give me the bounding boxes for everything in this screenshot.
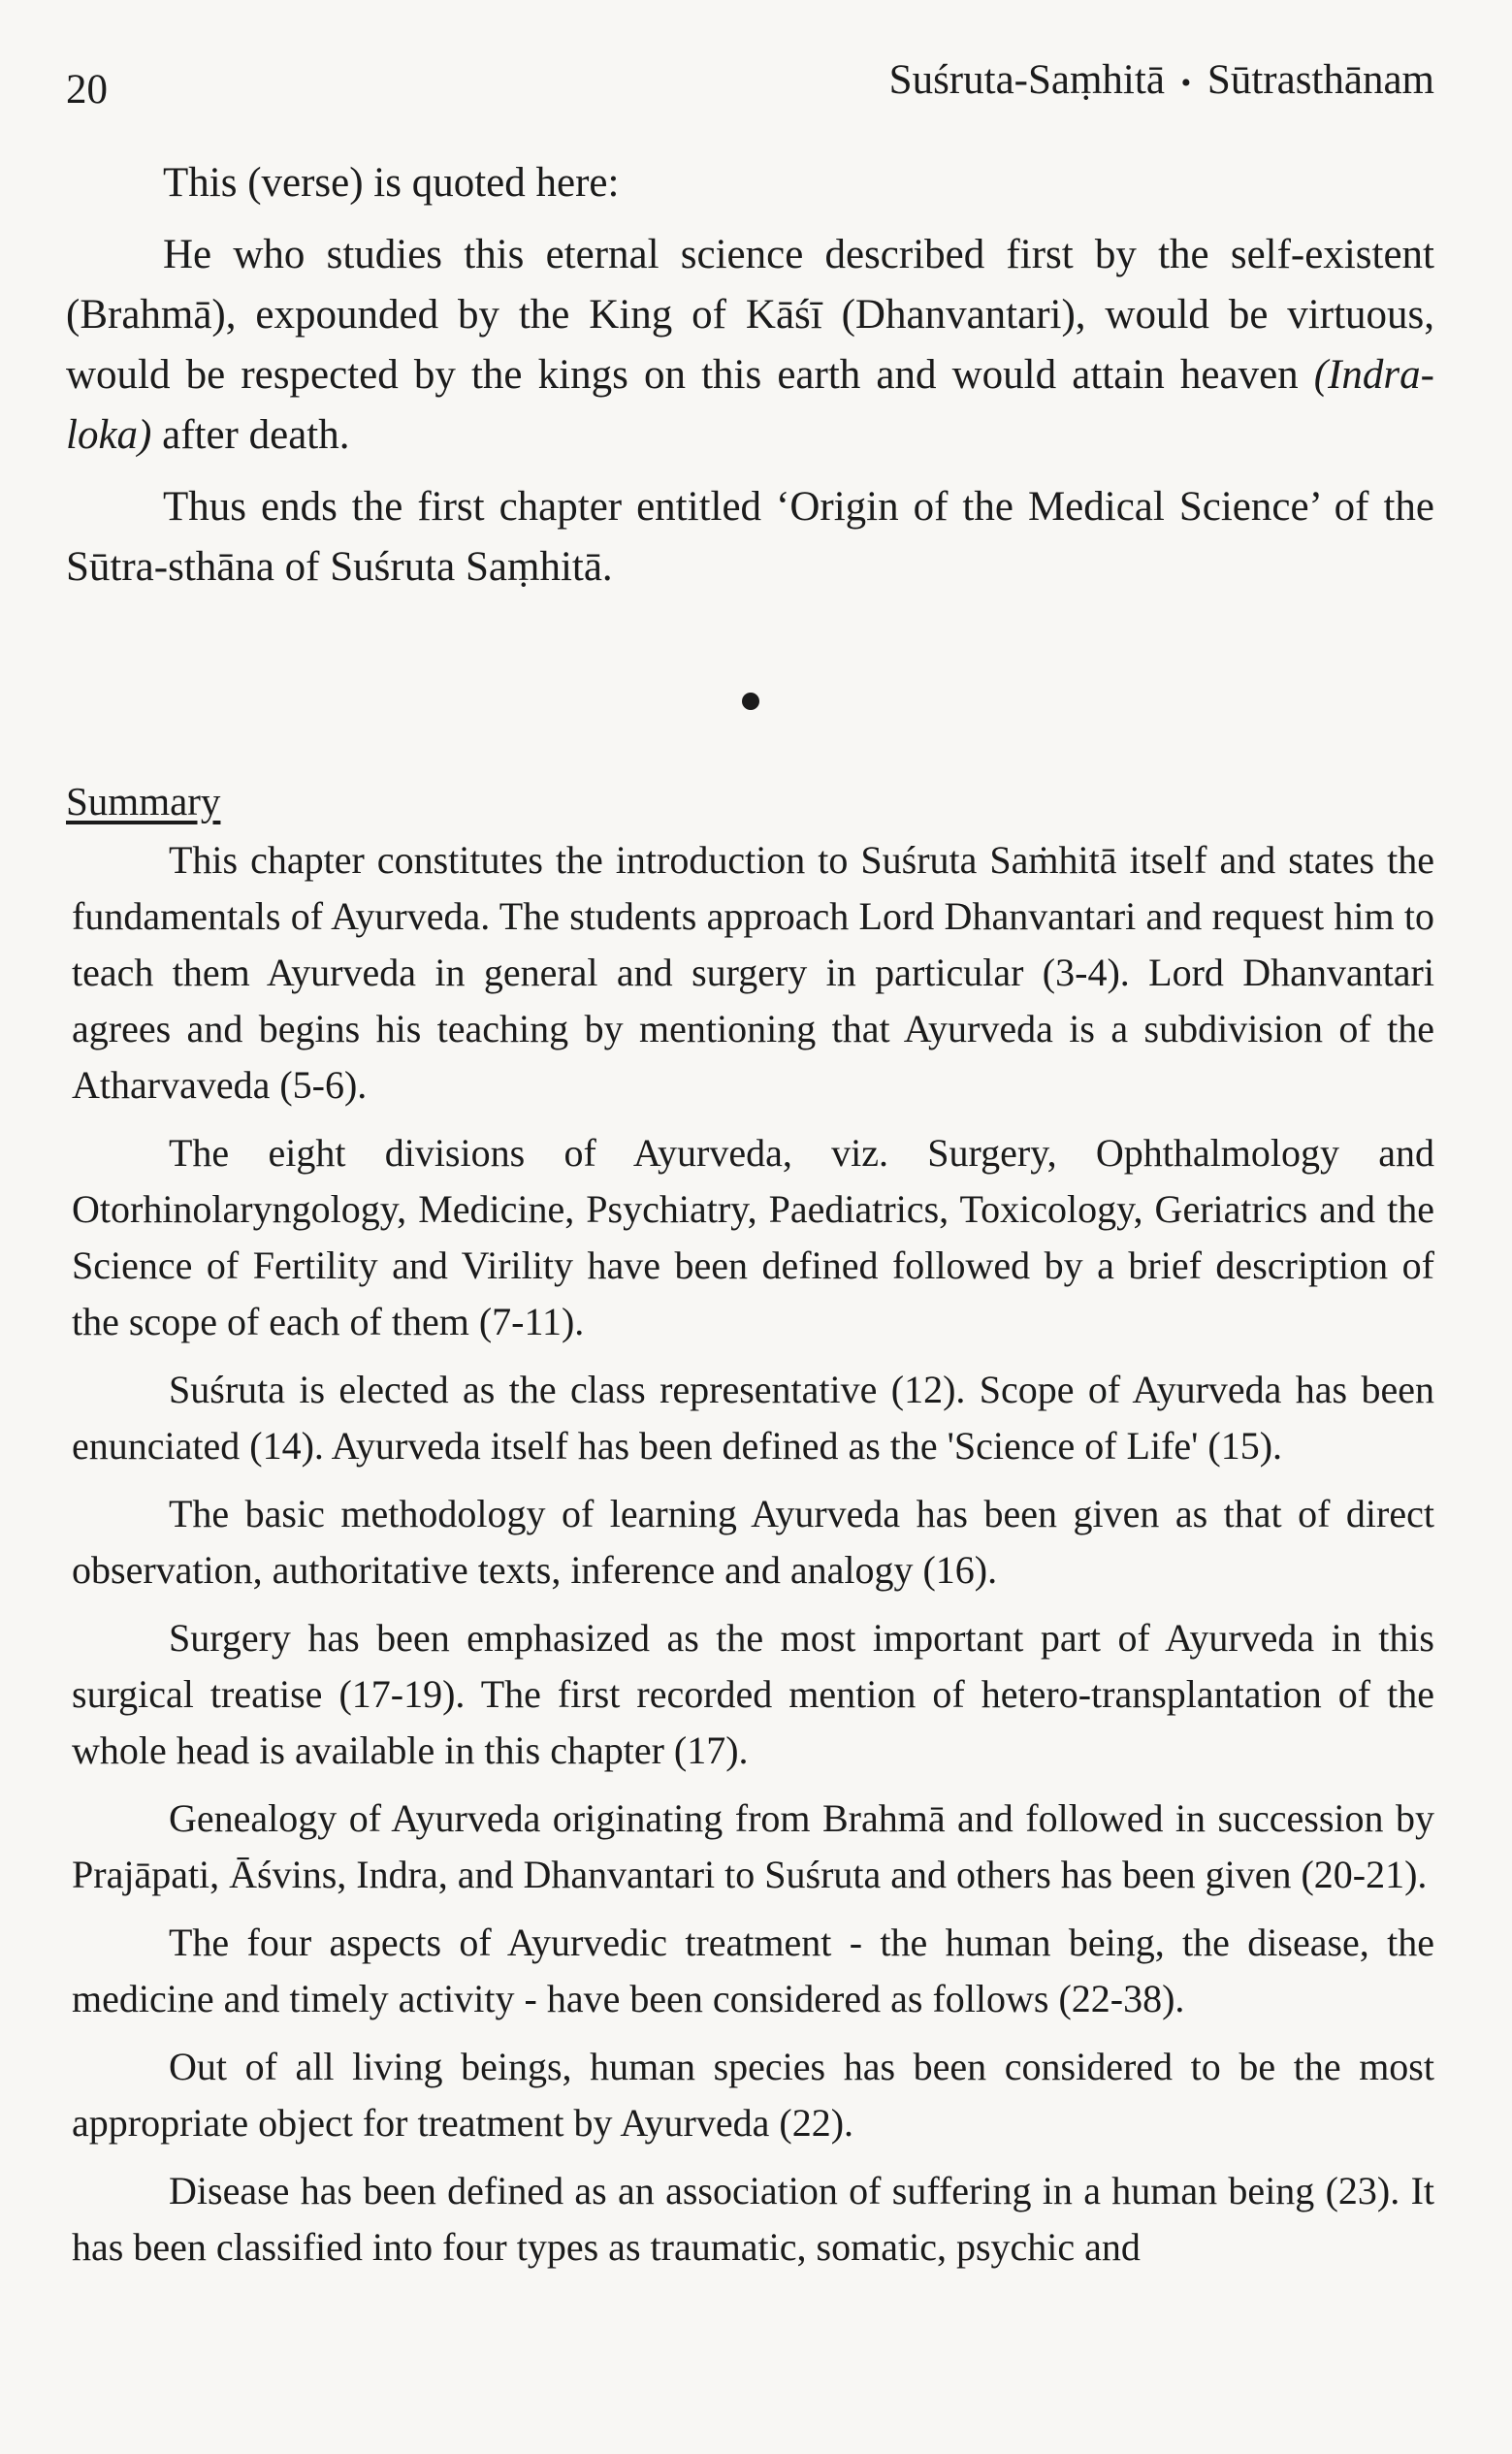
running-section: Sūtrasthānam — [1206, 57, 1434, 103]
summary-paragraph: Surgery has been emphasized as the most important part of Ayurveda in this surgical treatise (17-19). The first recorded mention of hetero-transplantation of the whole head is available in this chapter (17). — [72, 1616, 1434, 1772]
page-number: 20 — [66, 67, 108, 113]
summary-paragraph: Out of all living beings, human species has been considered to be the most appropriate object for treatment by Ayurveda (22). — [72, 2045, 1434, 2145]
summary-paragraph: Genealogy of Ayurveda originating from Brahmā and followed in succession by Prajāpati, Āśvins, Indra, and Dhanvantari to Suśruta and others has been given (20-21). — [72, 1796, 1434, 1896]
running-head — [889, 56, 1434, 104]
verse-text-part-2: after death. — [151, 412, 350, 458]
verse-text — [66, 225, 1434, 466]
summary-paragraph: Disease has been defined as an association of suffering in a human being (23). It has been classified into four types as traumatic, somatic, psychic and — [72, 2169, 1434, 2269]
summary-paragraph: The eight divisions of Ayurveda, viz. Surgery, Ophthalmology and Otorhinolaryngology, Medicine, Psychiatry, Paediatrics, Toxicology, Geriatrics and the Science of Fertility and Virility have been defined followed by a brief description of the scope of each of them (7-11). — [72, 1131, 1434, 1343]
summary-paragraph: The four aspects of Ayurvedic treatment - the human being, the disease, the medicine and timely activity - have been considered as follows (22-38). — [72, 1921, 1434, 2020]
summary-paragraph: This chapter constitutes the introduction to Suśruta Saṁhitā itself and states the fundamentals of Ayurveda. The students approach Lord Dhanvantari and request him to teach them Ayurveda in general and surgery in particular (3-4). Lord Dhanvantari agrees and begins his teaching by mentioning that Ayurveda is a subdivision of the Atharvaveda (5-6). — [72, 838, 1434, 1107]
section-divider-dot — [742, 693, 759, 710]
running-head-bullet: • — [1180, 67, 1192, 100]
summary-heading: Summary — [66, 779, 221, 823]
chapter-end-note: Thus ends the first chapter entitled ‘Origin of the Medical Science’ of the Sūtra-sthāna of Suśruta Saṃhitā. — [66, 484, 1434, 590]
summary-paragraph: The basic methodology of learning Ayurveda has been given as that of direct observation, authoritative texts, inference and analogy (16). — [72, 1492, 1434, 1592]
page-header — [66, 56, 1434, 124]
chapter-closing — [66, 153, 1434, 597]
summary-body — [66, 832, 1434, 2276]
verse-text-part-1: He who studies this eternal science described first by the self-existent (Brahmā), expounded by the King of Kāśī (Dhanvantari), would be virtuous, would be respected by the kings on this earth and would attain heaven — [66, 232, 1434, 398]
running-title: Suśruta-Saṃhitā — [888, 57, 1165, 103]
summary-paragraph: Suśruta is elected as the class representative (12). Scope of Ayurveda has been enunciated (14). Ayurveda itself has been defined as the 'Science of Life' (15). — [72, 1368, 1434, 1468]
verse-intro: This (verse) is quoted here: — [163, 160, 620, 206]
verse-text-italic: (Indra-loka) — [66, 352, 1434, 458]
